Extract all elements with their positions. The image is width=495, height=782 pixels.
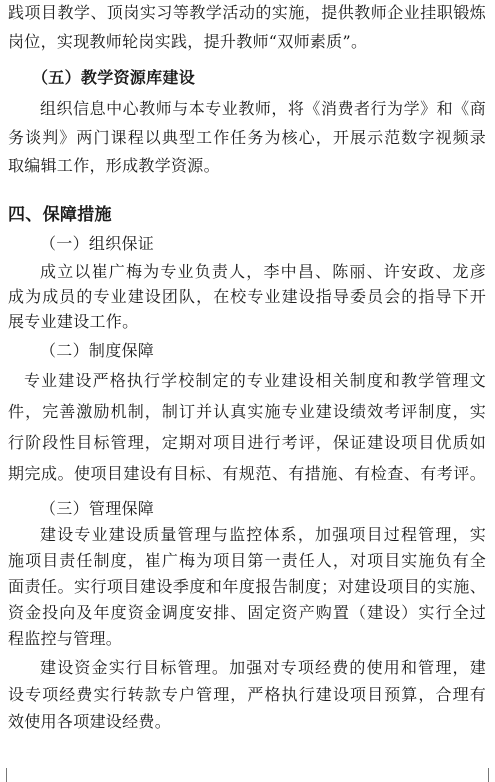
section4-title: 四、保障措施 xyxy=(8,205,112,225)
sub3-line-3: 面责任。实行项目建设季度和年度报告制度；对建设项目的实施、 xyxy=(8,577,486,596)
sub2-line-2: 件，完善激励机制，制订并认真实施专业建设绩效考评制度，实 xyxy=(8,402,486,421)
sub3-line-1: 建设专业建设质量管理与监控体系，加强项目过程管理，实 xyxy=(40,525,486,544)
sub2-line-3: 行阶段性目标管理，定期对项目进行考评，保证建设项目优质如 xyxy=(8,433,486,452)
sub3-para2-line-3: 效使用各项建设经费。 xyxy=(8,712,172,731)
sub1-title: （一）组织保证 xyxy=(40,234,155,253)
intro-line-2: 岗位，实现教师轮岗实践，提升教师“双师素质”。 xyxy=(8,32,368,51)
section5-line-1: 组织信息中心教师与本专业教师，将《消费者行为学》和《商 xyxy=(40,99,486,118)
section5-line-3: 取编辑工作，形成教学资源。 xyxy=(8,156,220,175)
sub1-line-3: 展专业建设工作。 xyxy=(8,312,139,331)
page-corner-mark-right xyxy=(480,768,489,782)
sub1-line-2: 成为成员的专业建设团队，在校专业建设指导委员会的指导下开 xyxy=(8,287,486,306)
sub2-title: （二）制度保障 xyxy=(40,341,155,360)
sub3-line-5: 程监控与管理。 xyxy=(8,629,123,648)
section5-line-2: 务谈判》两门课程以典型工作任务为核心，开展示范数字视频录 xyxy=(8,128,486,147)
sub3-line-4: 资金投向及年度资金调度安排、固定资产购置（建设）实行全过 xyxy=(8,603,486,622)
section5-title: （五）教学资源库建设 xyxy=(32,68,196,87)
sub3-title: （三）管理保障 xyxy=(40,499,155,518)
page-corner-mark-left xyxy=(6,768,15,782)
sub3-para2-line-2: 设专项经费实行转款专户管理，严格执行建设项目预算，合理有 xyxy=(8,685,486,704)
sub1-line-1: 成立以崔广梅为专业负责人，李中昌、陈丽、许安政、龙彦 xyxy=(40,262,486,281)
sub3-para2-line-1: 建设资金实行目标管理。加强对专项经费的使用和管理，建 xyxy=(40,658,486,677)
sub2-line-1: 专业建设严格执行学校制定的专业建设相关制度和教学管理文 xyxy=(24,371,486,390)
sub2-line-4: 期完成。使项目建设有目标、有规范、有措施、有检查、有考评。 xyxy=(8,464,486,483)
sub3-line-2: 施项目责任制度，崔广梅为项目第一责任人，对项目实施负有全 xyxy=(8,551,486,570)
intro-line-1: 践项目教学、顶岗实习等教学活动的实施，提供教师企业挂职锻炼 xyxy=(8,3,486,22)
